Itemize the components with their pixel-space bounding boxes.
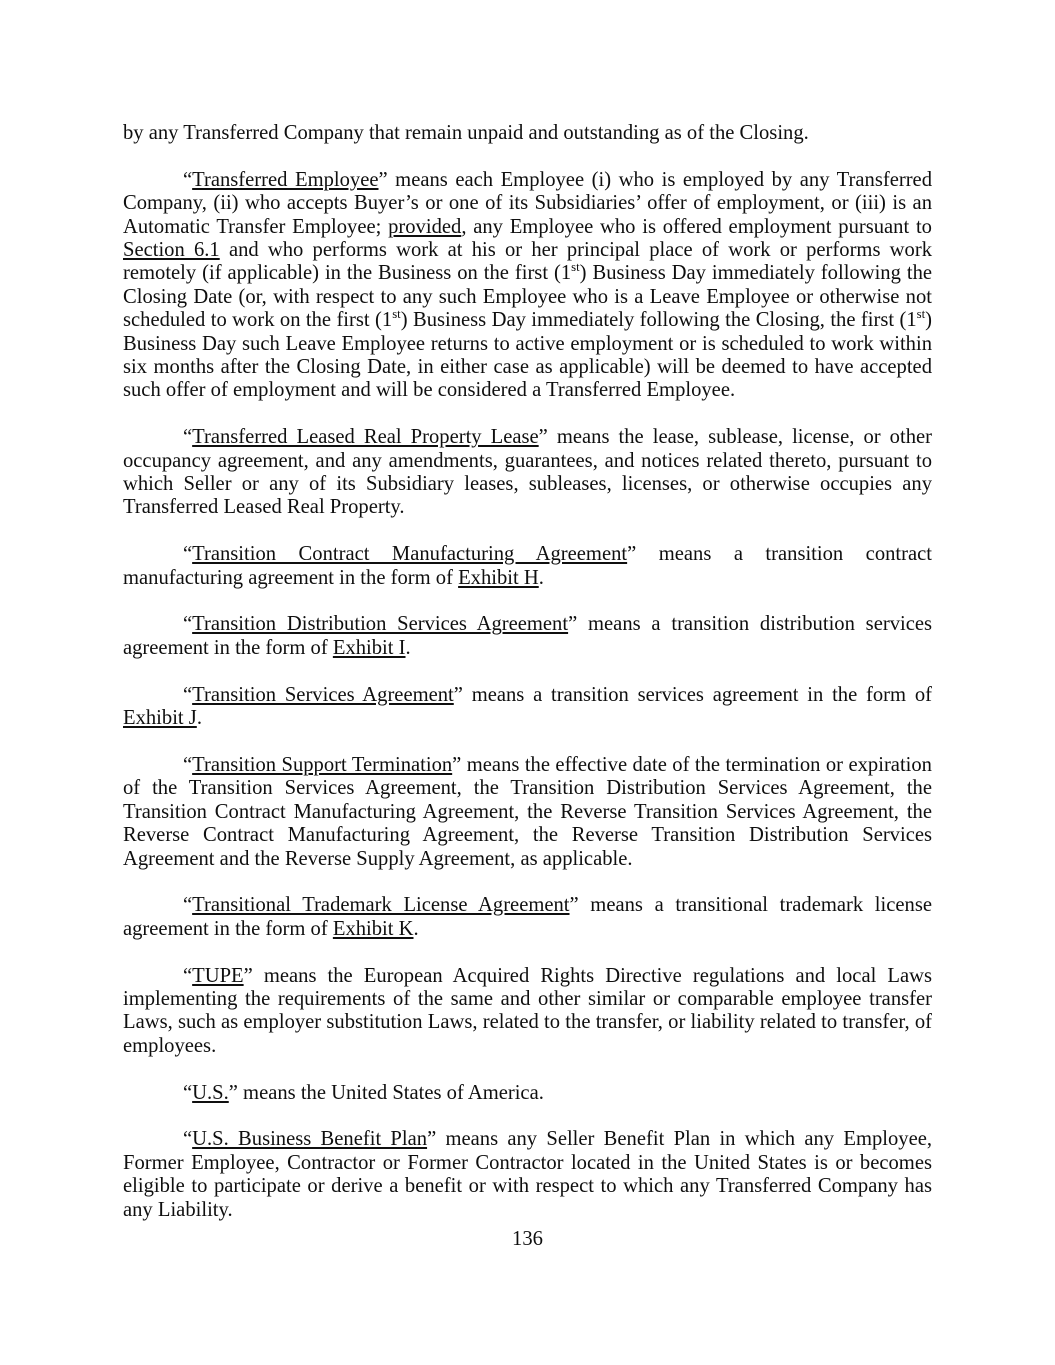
superscript: st <box>392 307 401 322</box>
page-number: 136 <box>512 1228 543 1250</box>
text-run: by any Transferred Company that remain unpaid and outstanding as of the Closing. <box>123 122 809 144</box>
text-run: and who performs work at his or her principal place of work or performs work remotely (if applicable) in the Business on the first (1 <box>123 239 932 285</box>
text-run: ” means a transition services agreement in the form of <box>453 683 932 706</box>
defined-term: Transitional Trademark License Agreement <box>192 894 570 917</box>
defined-term: Transition Services Agreement <box>192 683 454 706</box>
defined-term: Transition Contract Manufacturing Agreement <box>192 543 628 566</box>
defined-term: provided <box>388 215 462 238</box>
paragraph <box>123 1082 932 1105</box>
text-run: “ <box>183 964 193 987</box>
defined-term: Exhibit H <box>458 566 539 589</box>
text-run: ” means a transition contract manufacturing agreement in the form of <box>123 543 933 589</box>
text-run: ” means any Seller Benefit Plan in which any Employee, Former Employee, Contractor or Former Contractor located in the United States is or becomes eligible to participate or derive a benefit or with respect to which any Transferred Company has any Liability. <box>123 1128 933 1221</box>
text-run: “ <box>183 426 193 449</box>
text-run: ) Business Day such Leave Employee returns to active employment or is scheduled to work within six months after the Closing Date, in either case as applicable) will be deemed to have accepted such offer of employment and will be considered a Transferred Employee. <box>123 309 932 402</box>
paragraph <box>123 684 932 731</box>
page-footer <box>0 1228 1055 1251</box>
text-run: ” means each Employee (i) who is employed by any Transferred Company, (ii) who accepts Buyer’s or one of its Subsidiaries’ offer of employment, or (iii) is an Automatic Transfer Employee; <box>123 168 932 238</box>
text-run: ” means the effective date of the termination or expiration of the Transition Services Agreement, the Transition Distribution Services Agreement, the Transition Contract Manufacturing Agreement, the Reverse Transition Services Agreement, the Reverse Contract Manufacturing Agreement, the Reverse Transition Distribution Services Agreement and the Reverse Supply Agreement, as applicable. <box>123 753 932 870</box>
paragraph <box>123 426 932 520</box>
defined-term: Transition Support Termination <box>192 753 453 776</box>
paragraph <box>123 613 932 660</box>
paragraph <box>123 894 932 941</box>
text-run: “ <box>183 1081 193 1104</box>
paragraph <box>123 543 932 590</box>
paragraph <box>123 1128 932 1222</box>
text-run: “ <box>183 543 193 566</box>
superscript: st <box>571 260 580 275</box>
text-run: ” means the United States of America. <box>228 1081 544 1104</box>
text-run: ” means a transition distribution services agreement in the form of <box>123 613 933 659</box>
text-run: . <box>538 566 544 589</box>
paragraph <box>123 169 932 403</box>
text-run: “ <box>183 613 193 636</box>
defined-term: Transition Distribution Services Agreement <box>192 613 569 636</box>
document-body <box>123 122 932 1245</box>
paragraph <box>123 754 932 871</box>
superscript: st <box>916 307 926 322</box>
defined-term: Transferred Employee <box>192 168 379 191</box>
text-run: ) Business Day immediately following the Closing Date (or, with respect to any such Employee who is a Leave Employee or otherwise not scheduled to work on the first (1 <box>123 262 933 332</box>
text-run: “ <box>183 683 193 706</box>
text-run: . <box>413 917 419 940</box>
text-run: ” means the lease, sublease, license, or other occupancy agreement, and any amendments, guarantees, and notices related thereto, pursuant to which Seller or any of its Subsidiary leases, subleases, licenses, or otherwise occupies any Transferred Leased Real Property. <box>123 426 932 519</box>
text-run: ” means the European Acquired Rights Directive regulations and local Laws implementing the requirements of the same and other similar or comparable employee transfer Laws, such as employer substitution Laws, related to the transfer, or liability related to transfer, of employees. <box>123 964 932 1057</box>
defined-term: U.S. <box>192 1081 229 1104</box>
defined-term: Section 6.1 <box>123 239 220 262</box>
defined-term: Exhibit I <box>332 636 406 659</box>
paragraph <box>123 965 932 1059</box>
defined-term: Transferred Leased Real Property Lease <box>192 426 539 449</box>
defined-term: Exhibit J <box>123 707 197 730</box>
text-run: “ <box>183 894 193 917</box>
text-run: ” means a transitional trademark license agreement in the form of <box>123 894 932 940</box>
text-run: ) Business Day immediately following the Closing, the first (1 <box>400 309 917 332</box>
text-run: , any Employee who is offered employment pursuant to <box>461 215 932 238</box>
text-run: . <box>405 636 411 659</box>
text-run: “ <box>183 1128 193 1151</box>
paragraph <box>123 122 932 145</box>
text-run: “ <box>183 168 193 191</box>
defined-term: U.S. Business Benefit Plan <box>192 1128 428 1151</box>
text-run: . <box>196 707 202 730</box>
text-run: “ <box>183 753 193 776</box>
defined-term: Exhibit K <box>332 917 414 940</box>
defined-term: TUPE <box>192 964 244 987</box>
